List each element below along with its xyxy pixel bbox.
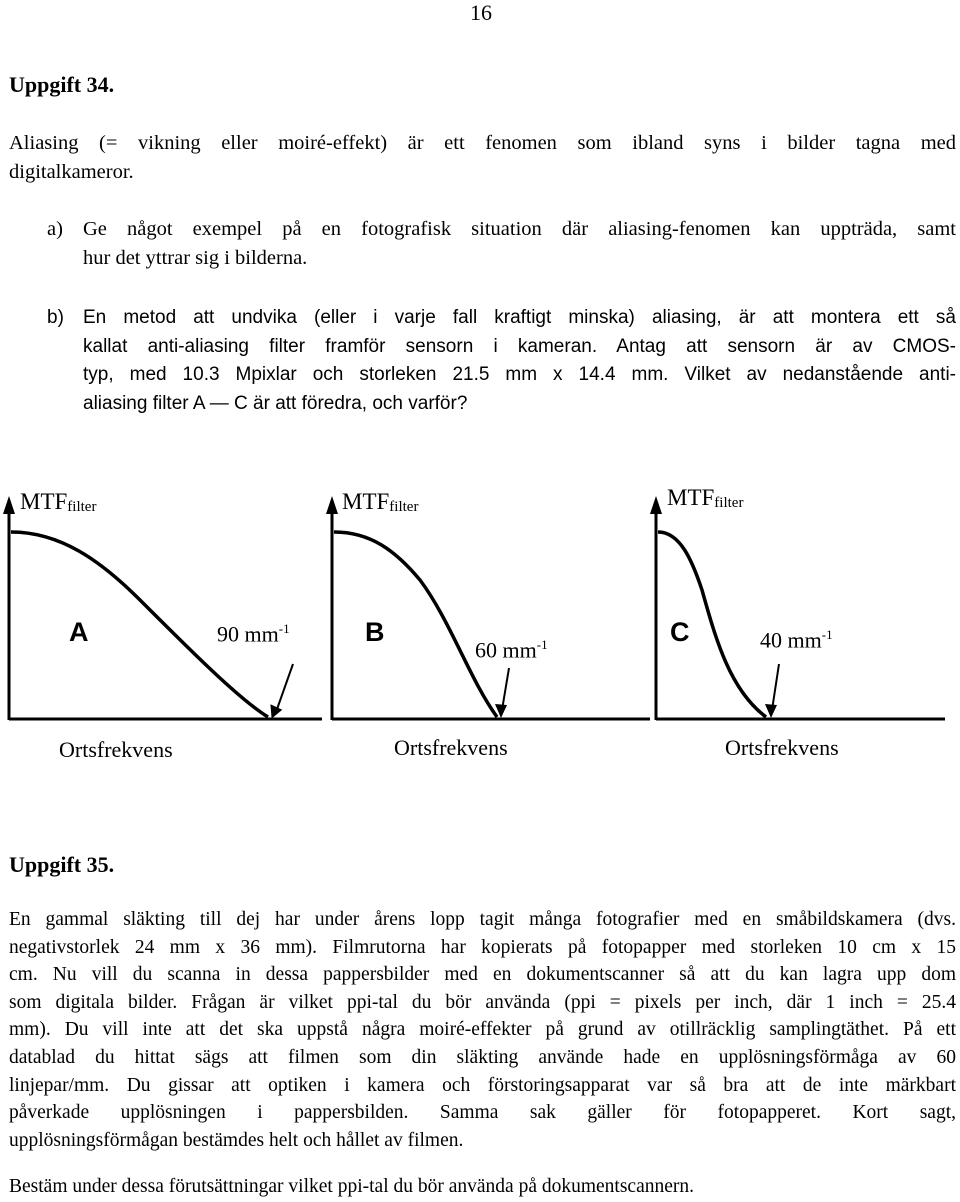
task35-line-5: mm). Du vill inte att det ska uppstå några moiré-effekter på grund av otillräcklig samplingtäthet. På ett: [9, 1019, 956, 1041]
page-number: 16: [470, 0, 492, 25]
task35-heading: Uppgift 35.: [9, 852, 115, 877]
figure-b-y-arrow: [326, 496, 338, 514]
task34-a-label: a): [47, 218, 63, 240]
task35-final-question: Bestäm under dessa förutsättningar vilket ppi-tal du bör använda på dokumentscannern.: [9, 1176, 695, 1197]
task34-b-line-3: typ, med 10.3 Mpixlar och storleken 21.5 mm x 14.4 mm. Vilket av nedanstående anti-: [83, 364, 956, 385]
task34-b-line-1: En metod att undvika (eller i varje fall kraftigt minska) aliasing, är att montera ett så: [83, 307, 956, 328]
task34-intro-line-1: Aliasing (= vikning eller moiré-effekt) är ett fenomen som ibland syns i bilder tagna med: [9, 132, 956, 154]
figure-b-freq-arrow-shaft: [502, 668, 509, 710]
task34-b-line-4: aliasing filter A — C är att föredra, och varför?: [83, 392, 468, 414]
task35-line-6: datablad du hittat sägs att filmen som din släkting använde hade en upplösningsförmåga av 60: [9, 1046, 956, 1068]
figure-a-x-label: Ortsfrekvens: [59, 737, 173, 762]
task35-text: [9, 906, 956, 1154]
task34-a-line-1: Ge något exempel på en fotografisk situation där aliasing-fenomen kan uppträda, samt: [83, 218, 956, 240]
task35-line-9: upplösningsförmågan bestämdes helt och hållet av filmen.: [9, 1129, 464, 1151]
figure-b-mtf-label: $MTF_{filter}$: [342, 489, 419, 515]
figure-a-letter: A: [69, 617, 89, 647]
figure-b: [326, 496, 650, 720]
figure-b-letter: B: [365, 617, 385, 647]
figure-a-mtf-label: $MTF_{filter}$: [20, 489, 97, 515]
task34-b-label: b): [47, 307, 64, 328]
task34-a-line-2: hur det yttrar sig i bilderna.: [83, 246, 308, 269]
task35-line-3: cm. Nu vill du scanna in dessa pappersbilder med en dokumentscanner så att du kan lagra upp dom: [9, 964, 956, 986]
figure-b-x-label: Ortsfrekvens: [394, 735, 508, 760]
figure-c-mtf-label: $MTF_{filter}$: [667, 485, 744, 511]
figure-a-y-arrow: [3, 496, 15, 514]
task35-line-7: linjepar/mm. Du gissar att optiken i kamera och förstoringsapparat var så bra att de inte märkbart: [9, 1074, 956, 1096]
figure-a-frequency: 90 $mm^{-1}$: [217, 621, 290, 647]
figure-c-x-label: Ortsfrekvens: [725, 735, 839, 760]
figure-c-y-arrow: [650, 496, 662, 514]
task35-line-1: En gammal släkting till dej har under årens lopp tagit många fotografier med en småbildskamera (dvs.: [9, 909, 956, 930]
figure-c-freq-arrow-shaft: [772, 664, 779, 710]
figure-b-frequency: 60 $mm^{-1}$: [475, 637, 548, 663]
task34-b-line-2: kallat anti-aliasing filter framför sensorn i kameran. Antag att sensorn är av CMOS-: [83, 335, 956, 357]
task34-heading: Uppgift 34.: [9, 72, 115, 97]
task35-line-8: påverkade upplösningen i pappersbilden. Samma sak gäller för fotopapperet. Kort sagt,: [9, 1102, 956, 1124]
figure-c-letter: C: [670, 617, 690, 647]
task34-intro-line-2: digitalkameror.: [9, 160, 134, 183]
figure-a: [3, 496, 322, 721]
figure-c-frequency: 40 $mm^{-1}$: [760, 627, 833, 653]
figure-b-curve: [334, 532, 497, 717]
task35-line-4: som digitala bilder. Frågan är vilket ppi-tal du bör använda (ppi = pixels per inch, där 1 inch = 25.4: [9, 991, 956, 1013]
figure-a-freq-arrow-shaft: [276, 664, 293, 712]
task35-line-2: negativstorlek 24 mm x 36 mm). Filmrutorna har kopierats på fotopapper med storleken 10 cm x 15: [9, 936, 956, 958]
figure-c: [650, 496, 945, 720]
